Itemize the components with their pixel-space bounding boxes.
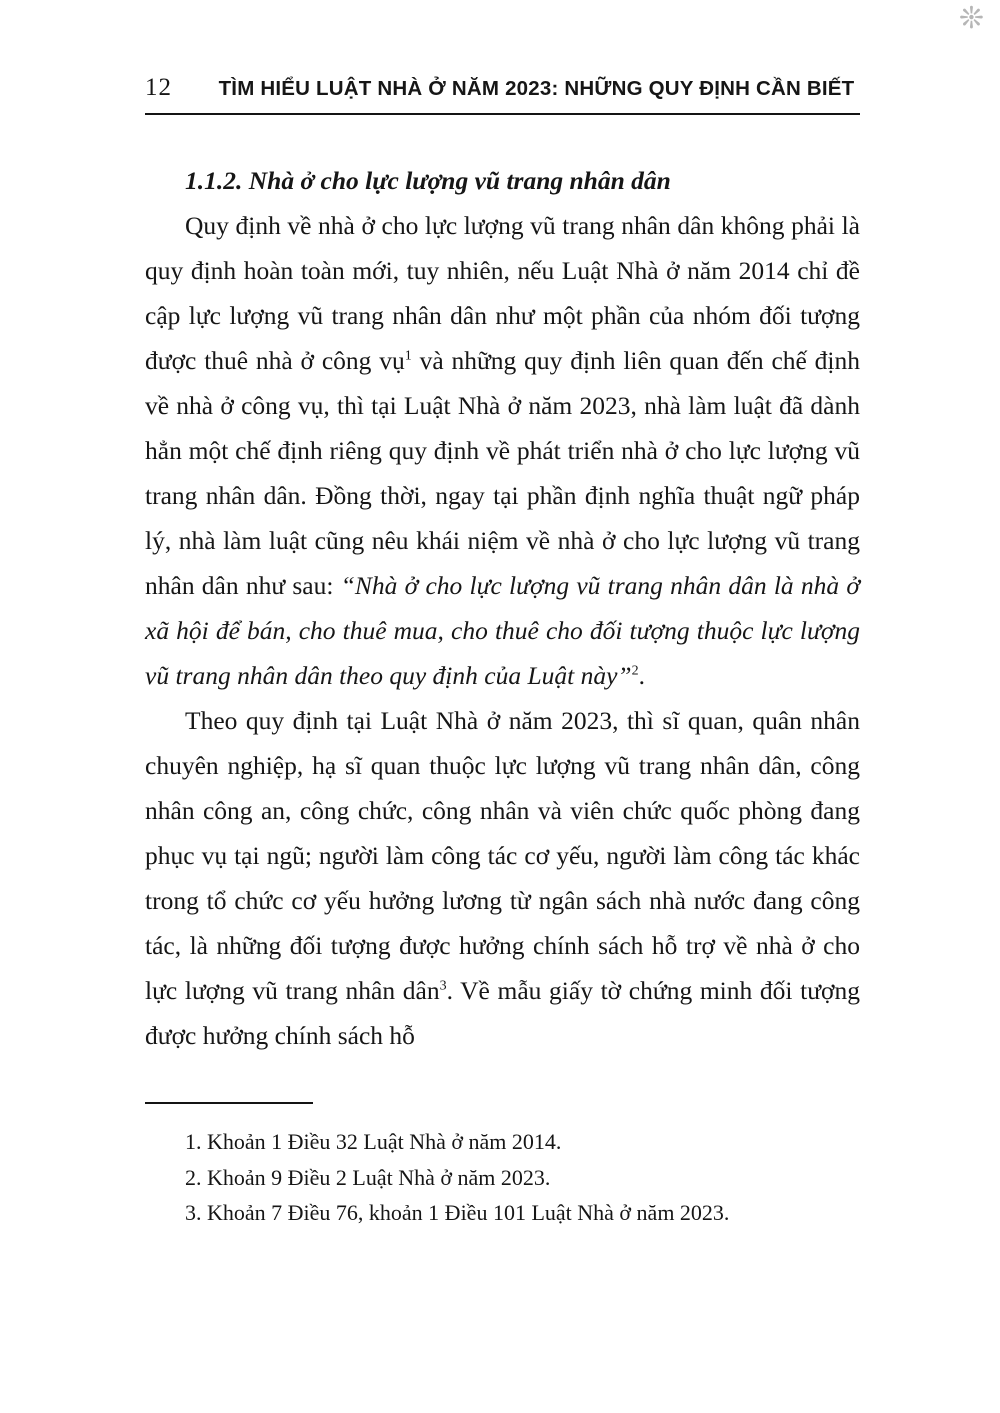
footnote-separator-rule (145, 1102, 313, 1104)
page-number: 12 (145, 74, 172, 101)
page-body (145, 158, 860, 1058)
footnotes-section (145, 1102, 860, 1231)
running-title: TÌM HIỂU LUẬT NHÀ Ở NĂM 2023: NHỮNG QUY ĐỊNH CẦN BIẾT (218, 77, 855, 100)
footnote-2: 2. Khoản 9 Điều 2 Luật Nhà ở năm 2023. (185, 1164, 551, 1190)
footnote-1: 1. Khoản 1 Điều 32 Luật Nhà ở năm 2014. (185, 1129, 562, 1154)
paragraph-1 (145, 203, 860, 698)
paragraph-text: Theo quy định tại Luật Nhà ở năm 2023, thì sĩ quan, quân nhân chuyên nghiệp, hạ sĩ quan thuộc lực lượng vũ trang nhân dân, công nhân công an, công chức, công nhân và viên chức quốc phòng đang phục vụ tại ngũ; người làm công tác cơ yếu, người làm công tác khác trong tổ chức cơ yếu hưởng lương từ ngân sách nhà nước đang công tác, là những đối tượng được hưởng chính sách hỗ trợ về nhà ở cho lực lượng vũ trang nhân dân (145, 706, 860, 1005)
legal-definition-quote: “Nhà ở cho lực lượng vũ trang nhân dân là nhà ở xã hội để bán, cho thuê mua, cho thuê cho đối tượng thuộc lực lượng vũ trang nhân dân theo quy định của Luật này” (145, 571, 860, 690)
header-rule (145, 113, 860, 115)
paragraph-text: . (638, 661, 645, 690)
flower-ornament-icon: ❊ (958, 2, 984, 35)
paragraph-text: . Về mẫu giấy tờ chứng minh đối tượng được hưởng chính sách hỗ (145, 976, 860, 1050)
section-heading: 1.1.2. Nhà ở cho lực lượng vũ trang nhân dân (185, 166, 671, 195)
page-header (145, 74, 860, 102)
paragraph-2 (145, 698, 860, 1058)
paragraph-text: Quy định về nhà ở cho lực lượng vũ trang nhân dân không phải là quy định hoàn toàn mới, tuy nhiên, nếu Luật Nhà ở năm 2014 chỉ đề cập lực lượng vũ trang nhân dân như một phần của nhóm đối tượng được thuê nhà ở công vụ (145, 211, 860, 375)
footnote-ref-1: 1 (404, 348, 412, 364)
footnote-ref-3: 3 (439, 978, 447, 994)
paragraph-text: và những quy định liên quan đến chế định về nhà ở công vụ, thì tại Luật Nhà ở năm 2023, nhà làm luật đã dành hẳn một chế định riêng quy định về phát triển nhà ở cho lực lượng vũ trang nhân dân. Đồng thời, ngay tại phần định nghĩa thuật ngữ pháp lý, nhà làm luật cũng nêu khái niệm về nhà ở cho lực lượng vũ trang nhân dân như sau: (145, 346, 860, 600)
footnote-ref-2: 2 (631, 663, 639, 679)
footnote-3: 3. Khoản 7 Điều 76, khoản 1 Điều 101 Luật Nhà ở năm 2023. (185, 1200, 730, 1225)
